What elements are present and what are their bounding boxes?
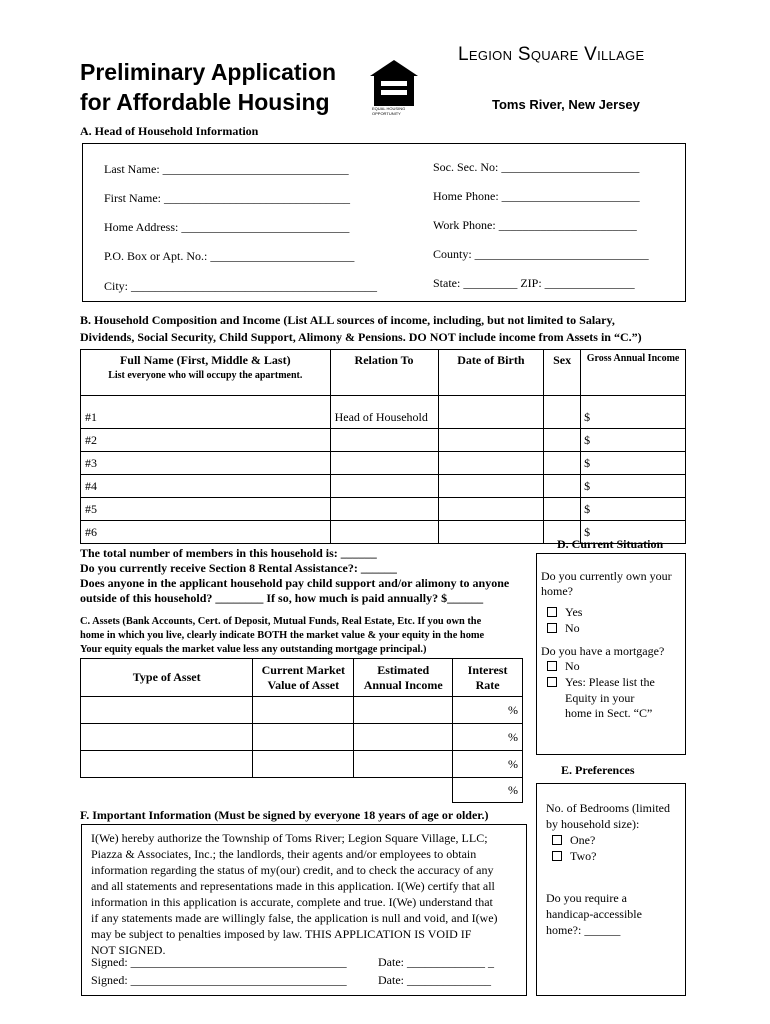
col-full-name-label: Full Name (First, Middle & Last) xyxy=(119,353,291,367)
row-dob[interactable] xyxy=(438,498,544,521)
row-relation[interactable] xyxy=(330,475,438,498)
last-name-field[interactable]: Last Name: _______________________________ xyxy=(104,162,349,176)
col-interest-rate xyxy=(453,659,523,697)
checkbox-icon[interactable] xyxy=(552,835,562,845)
mortgage-no-option[interactable] xyxy=(547,659,580,674)
row-dob[interactable] xyxy=(438,521,544,544)
interest-rate-cell[interactable]: % xyxy=(453,778,523,803)
row-sex[interactable] xyxy=(544,429,581,452)
row-income[interactable]: $ xyxy=(581,521,686,544)
own-home-question xyxy=(541,569,672,599)
authorization-line: I(We) hereby authorize the Township of Toms River; Legion Square Village, LLC; xyxy=(91,831,488,845)
row-income[interactable]: $ xyxy=(581,498,686,521)
asset-type-cell[interactable] xyxy=(81,724,253,751)
row-number: #2 xyxy=(81,429,331,452)
checkbox-icon[interactable] xyxy=(547,677,557,687)
col-market-value-line-1: Current Market xyxy=(261,662,346,677)
row-relation[interactable] xyxy=(330,429,438,452)
bedroom-two-label: Two? xyxy=(570,849,597,863)
own-no-label: No xyxy=(565,621,580,635)
bedroom-two-option[interactable] xyxy=(552,849,596,864)
col-annual-income-line-2: Annual Income xyxy=(363,677,443,692)
first-name-field[interactable]: First Name: _______________________________ xyxy=(104,191,350,205)
row-relation[interactable]: Head of Household xyxy=(330,406,438,429)
county-field[interactable]: County: _____________________________ xyxy=(433,247,649,261)
bedrooms-question-line-1: No. of Bedrooms (limited xyxy=(546,801,670,815)
col-interest-rate-line-1: Interest xyxy=(467,662,508,677)
bedroom-one-label: One? xyxy=(570,833,596,847)
household-questions xyxy=(80,546,509,606)
annual-income-cell[interactable] xyxy=(354,778,453,803)
asset-type-cell[interactable] xyxy=(81,778,253,803)
section-b-heading xyxy=(80,312,642,346)
signature-field-1[interactable]: Signed: ____________________________________ xyxy=(91,955,347,969)
brand-name: Legion Square Village xyxy=(458,44,645,65)
title-line-2: for Affordable Housing xyxy=(80,89,330,115)
row-relation[interactable] xyxy=(330,498,438,521)
home-address-field[interactable]: Home Address: ____________________________ xyxy=(104,220,350,234)
po-box-field[interactable]: P.O. Box or Apt. No.: ________________________ xyxy=(104,249,355,263)
asset-type-cell[interactable] xyxy=(81,697,253,724)
signature-field-2[interactable]: Signed: ____________________________________ xyxy=(91,973,347,987)
interest-rate-cell[interactable]: % xyxy=(453,724,523,751)
market-value-cell[interactable] xyxy=(253,724,354,751)
work-phone-field[interactable]: Work Phone: _______________________ xyxy=(433,218,637,232)
handicap-question-line-1: Do you require a xyxy=(546,891,627,905)
row-dob[interactable] xyxy=(438,429,544,452)
section-c-heading-line-1: C. Assets (Bank Accounts, Cert. of Deposit, Mutual Funds, Real Estate, Etc. If you own the xyxy=(80,616,482,627)
authorization-line: and all statements and representations made in this application. I(We) certify that all xyxy=(91,879,495,893)
mortgage-yes-line-3: home in Sect. “C” xyxy=(565,706,653,720)
table-row[interactable] xyxy=(81,498,686,521)
row-income[interactable]: $ xyxy=(581,452,686,475)
row-dob[interactable] xyxy=(438,475,544,498)
col-income: Gross Annual Income xyxy=(581,350,686,396)
handicap-question-line-3[interactable]: home?: ______ xyxy=(546,923,621,937)
section-c-heading-line-3: Your equity equals the market value less any outstanding mortgage principal.) xyxy=(80,644,427,655)
row-number: #1 xyxy=(81,406,331,429)
authorization-text xyxy=(91,830,498,958)
annual-income-cell[interactable] xyxy=(354,751,453,778)
annual-income-cell[interactable] xyxy=(354,724,453,751)
row-dob[interactable] xyxy=(438,452,544,475)
authorization-line: Piazza & Associates, Inc.; the landlords, their agents and/or employees to obtain xyxy=(91,847,477,861)
section8-question[interactable]: Do you currently receive Section 8 Rental Assistance?: ______ xyxy=(80,561,397,575)
row-sex[interactable] xyxy=(544,498,581,521)
own-no-option[interactable] xyxy=(547,621,580,636)
row-sex[interactable] xyxy=(544,406,581,429)
market-value-cell[interactable] xyxy=(253,751,354,778)
row-relation[interactable] xyxy=(330,452,438,475)
checkbox-icon[interactable] xyxy=(547,623,557,633)
authorization-line: information in this application is accurate, complete and true. I(We) understand that xyxy=(91,895,493,909)
col-interest-rate-line-2: Rate xyxy=(475,677,500,692)
row-dob[interactable] xyxy=(438,406,544,429)
market-value-cell[interactable] xyxy=(253,778,354,803)
table-row[interactable] xyxy=(81,452,686,475)
checkbox-icon[interactable] xyxy=(552,851,562,861)
logo-caption: EQUAL HOUSING OPPORTUNITY xyxy=(372,106,406,116)
col-dob: Date of Birth xyxy=(438,350,544,396)
page-title xyxy=(80,57,336,117)
own-home-question-line-1: Do you currently own your xyxy=(541,569,672,583)
equal-housing-logo xyxy=(368,58,420,116)
own-yes-label: Yes xyxy=(565,605,583,619)
col-market-value xyxy=(253,659,354,697)
handicap-question[interactable] xyxy=(546,890,642,938)
row-number: #6 xyxy=(81,521,331,544)
mortgage-yes-option[interactable] xyxy=(547,675,655,722)
table-row xyxy=(81,396,686,407)
own-yes-option[interactable] xyxy=(547,605,582,620)
col-full-name xyxy=(81,350,331,396)
section-b-heading-line-2: Dividends, Social Security, Child Support, Alimony & Pensions. DO NOT include income from Assets in “C.”) xyxy=(80,330,642,344)
col-sex: Sex xyxy=(544,350,581,396)
support-question-line-2[interactable]: outside of this household? ________ If so, how much is paid annually? $______ xyxy=(80,591,484,605)
city-field[interactable]: City: _________________________________________ xyxy=(104,279,378,293)
table-row[interactable] xyxy=(81,406,686,429)
bedrooms-question xyxy=(546,800,670,832)
support-question-line-1[interactable]: Does anyone in the applicant household pay child support and/or alimony to anyone xyxy=(80,576,510,590)
col-annual-income xyxy=(354,659,453,697)
col-relation: Relation To xyxy=(330,350,438,396)
state-zip-field[interactable]: State: _________ ZIP: _______________ xyxy=(433,276,635,290)
section-a-heading: A. Head of Household Information xyxy=(80,124,259,138)
section-f-heading: F. Important Information (Must be signed by everyone 18 years of age or older.) xyxy=(80,808,489,822)
row-sex[interactable] xyxy=(544,452,581,475)
assets-table xyxy=(80,658,523,803)
handicap-question-line-2: handicap-accessible xyxy=(546,907,642,921)
date-field-1[interactable]: Date: _____________ _ xyxy=(378,955,494,969)
row-income[interactable]: $ xyxy=(581,429,686,452)
row-income[interactable]: $ xyxy=(581,475,686,498)
own-home-question-line-2: home? xyxy=(541,584,573,598)
members-count-question[interactable]: The total number of members in this household is: ______ xyxy=(80,546,377,560)
col-annual-income-line-1: Estimated xyxy=(377,662,430,677)
bedrooms-question-line-2: by household size): xyxy=(546,817,640,831)
section-c-heading xyxy=(80,615,484,657)
checkbox-icon[interactable] xyxy=(547,607,557,617)
annual-income-cell[interactable] xyxy=(354,697,453,724)
house-icon xyxy=(368,58,420,108)
section-d-heading: D. Current Situation xyxy=(557,537,664,551)
date-field-2[interactable]: Date: ______________ xyxy=(378,973,491,987)
table-row[interactable] xyxy=(81,475,686,498)
authorization-line: information regarding the status of my(our) credit, and to check the accuracy of any xyxy=(91,863,494,877)
household-table xyxy=(80,349,686,544)
row-sex[interactable] xyxy=(544,475,581,498)
row-income[interactable]: $ xyxy=(581,406,686,429)
authorization-line: may be subject to penalties imposed by law. THIS APPLICATION IS VOID IF xyxy=(91,927,472,941)
table-row[interactable] xyxy=(81,751,523,778)
authorization-line: NOT SIGNED. xyxy=(91,943,166,957)
section-c-heading-line-2: home in which you live, clearly indicate BOTH the market value & your equity in the home xyxy=(80,630,485,641)
table-row[interactable] xyxy=(81,724,523,751)
ssn-field[interactable]: Soc. Sec. No: _______________________ xyxy=(433,160,640,174)
table-row[interactable] xyxy=(81,697,523,724)
checkbox-icon[interactable] xyxy=(547,661,557,671)
title-line-1: Preliminary Application xyxy=(80,59,337,85)
authorization-line: if any statements made are willingly false, the application is null and void, and I(we) xyxy=(91,911,498,925)
mortgage-yes-label: Yes: Please list the xyxy=(565,675,655,689)
interest-rate-cell[interactable]: % xyxy=(453,751,523,778)
section-b-heading-line-1: B. Household Composition and Income (List ALL sources of income, including, but not limited to Salary, xyxy=(80,313,615,327)
row-number: #5 xyxy=(81,498,331,521)
col-asset-type: Type of Asset xyxy=(81,659,253,697)
section-e-heading: E. Preferences xyxy=(561,763,635,777)
market-value-cell[interactable] xyxy=(253,697,354,724)
row-number: #3 xyxy=(81,452,331,475)
col-market-value-line-2: Value of Asset xyxy=(267,677,340,692)
table-row[interactable] xyxy=(81,429,686,452)
bedroom-one-option[interactable] xyxy=(552,833,595,848)
row-relation[interactable] xyxy=(330,521,438,544)
row-number: #4 xyxy=(81,475,331,498)
home-phone-field[interactable]: Home Phone: _______________________ xyxy=(433,189,640,203)
asset-type-cell[interactable] xyxy=(81,751,253,778)
table-row[interactable] xyxy=(81,778,523,803)
location: Toms River, New Jersey xyxy=(492,97,640,112)
mortgage-yes-line-2: Equity in your xyxy=(565,690,635,705)
mortgage-no-label: No xyxy=(565,659,580,673)
mortgage-question: Do you have a mortgage? xyxy=(541,644,665,658)
col-full-name-note: List everyone who will occupy the apartment. xyxy=(108,370,303,381)
interest-rate-cell[interactable]: % xyxy=(453,697,523,724)
